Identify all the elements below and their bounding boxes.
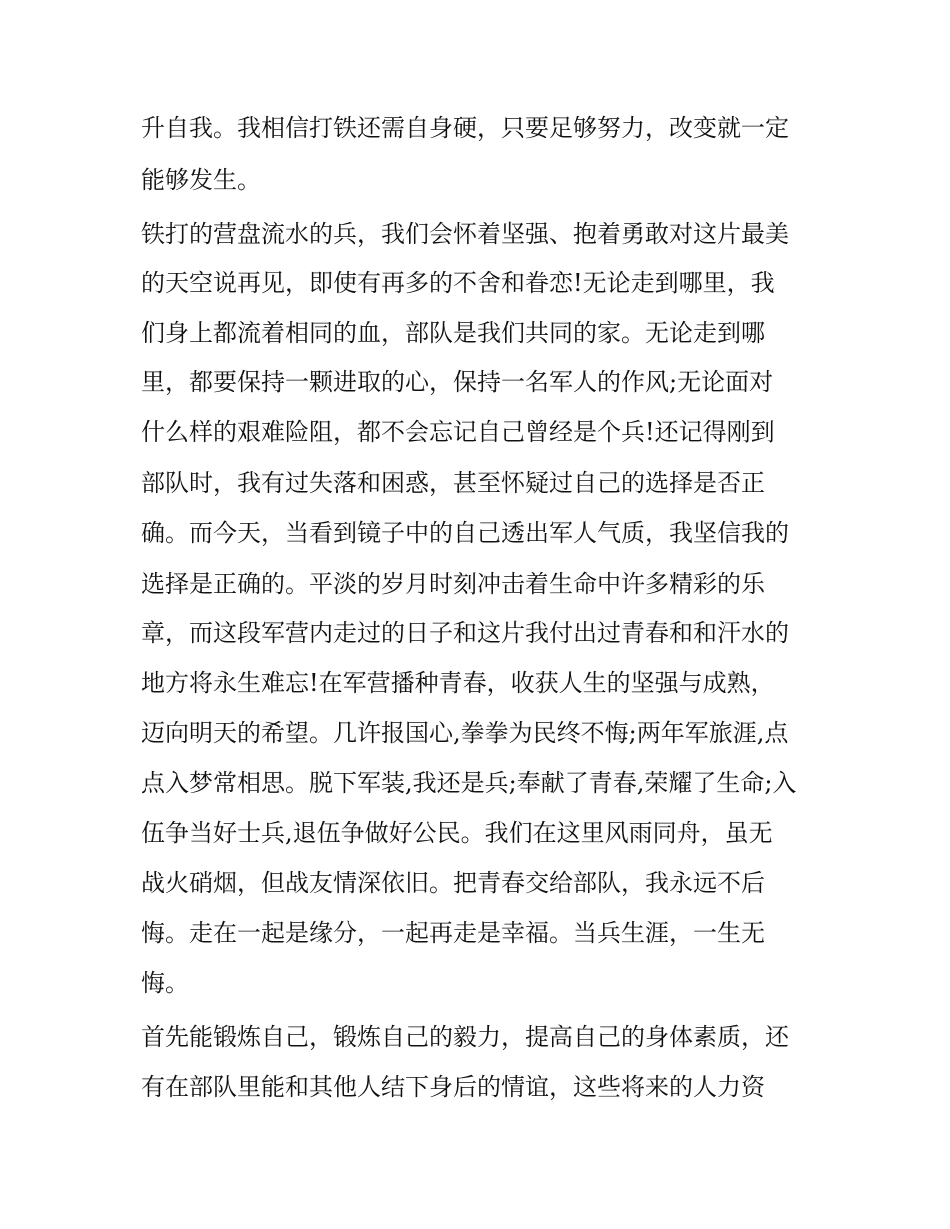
text-line: 的天空说再见，即使有再多的不舍和眷恋!无论走到哪里，我: [141, 269, 775, 297]
text-line: 什么样的艰难险阻，都不会忘记自己曾经是个兵!还记得刚到: [141, 418, 775, 446]
text-line: 首先能锻炼自己，锻炼自己的毅力，提高自己的身体素质，还: [141, 1023, 789, 1051]
text-line: 们身上都流着相同的血，部队是我们共同的家。无论走到哪: [141, 319, 765, 347]
text-line: 章，而这段军营内走过的日子和这片我付出过青春和和汗水的: [141, 619, 789, 647]
text-line: 有在部队里能和其他人结下身后的情谊，这些将来的人力资: [141, 1073, 765, 1101]
text-line: 点入梦常相思。脱下军装,我还是兵;奉献了青春,荣耀了生命;入: [141, 769, 797, 797]
text-line: 迈向明天的希望。几许报国心,拳拳为民终不悔;两年军旅涯,点: [141, 719, 789, 747]
text-line: 确。而今天，当看到镜子中的自己透出军人气质，我坚信我的: [141, 519, 789, 547]
text-line: 部队时，我有过失落和困惑，甚至怀疑过自己的选择是否正: [141, 469, 765, 497]
text-line: 悔。: [141, 969, 189, 997]
text-line: 铁打的营盘流水的兵，我们会怀着坚强、抱着勇敢对这片最美: [141, 220, 789, 248]
text-line: 升自我。我相信打铁还需自身硬，只要足够努力，改变就一定: [141, 114, 789, 142]
text-line: 悔。走在一起是缘分，一起再走是幸福。当兵生涯，一生无: [141, 919, 765, 947]
text-line: 战火硝烟，但战友情深依旧。把青春交给部队，我永远不后: [141, 869, 765, 897]
text-line: 地方将永生难忘!在军营播种青春，收获人生的坚强与成熟，: [141, 669, 775, 697]
text-line: 能够发生。: [141, 166, 261, 194]
text-line: 选择是正确的。平淡的岁月时刻冲击着生命中许多精彩的乐: [141, 570, 765, 598]
text-line: 里，都要保持一颗进取的心，保持一名军人的作风;无论面对: [141, 368, 774, 396]
text-line: 伍争当好士兵,退伍争做好公民。我们在这里风雨同舟，虽无: [141, 819, 773, 847]
